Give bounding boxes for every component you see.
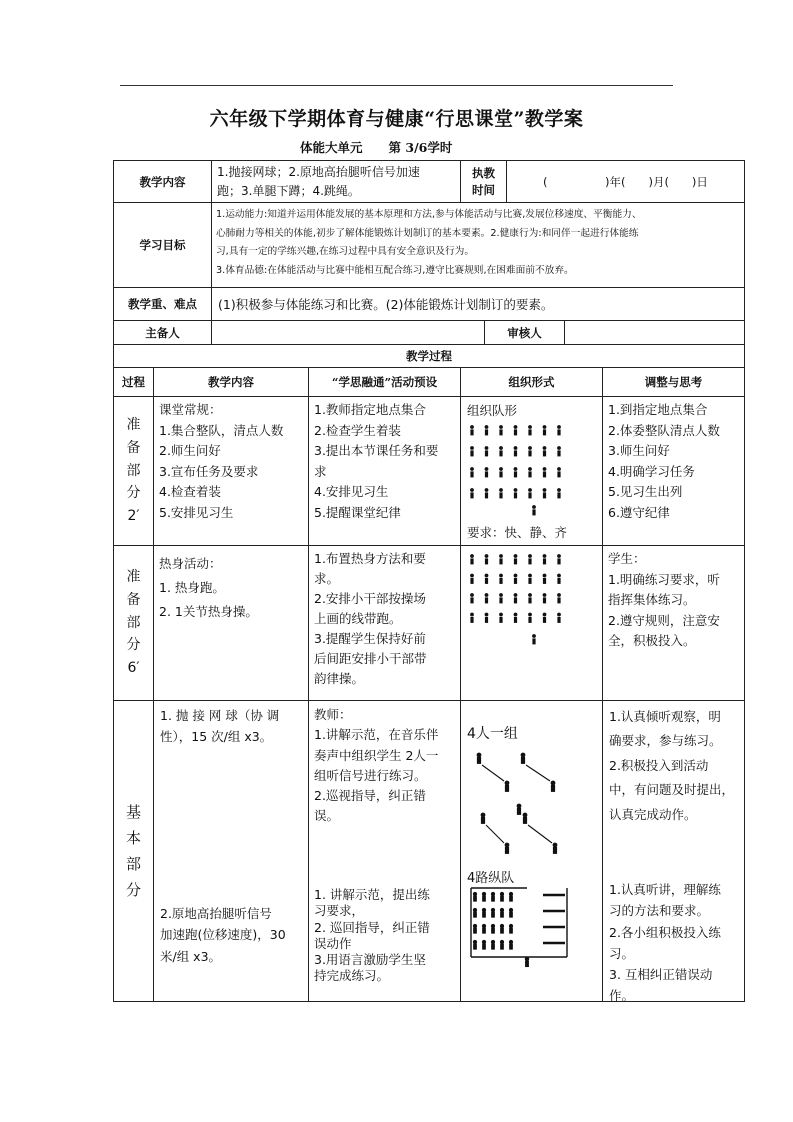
student-figure-icon <box>499 593 503 597</box>
stage-basic: 基 本 部 分 <box>113 700 154 1002</box>
header-organization: 组织形式 <box>460 367 603 397</box>
student-figure-icon <box>509 892 512 895</box>
student-figure-icon <box>470 492 473 498</box>
student-figure-icon <box>528 425 532 429</box>
student-figure-icon <box>557 593 561 597</box>
preparer-label-cell: 主备人 <box>113 320 212 345</box>
student-figure-icon <box>557 554 561 558</box>
group-of-four-label: 4人一组 <box>467 726 518 742</box>
unit-label: 体能大单元 <box>300 140 363 155</box>
student-figure-icon <box>528 558 531 564</box>
student-figure-icon <box>528 488 532 492</box>
student-figure-icon <box>525 957 528 960</box>
student-figure-icon <box>514 597 517 603</box>
student-figure-icon <box>543 578 546 584</box>
key-cell: (1)积极参与体能练习和比赛。(2)体能锻炼计划制订的要素。 <box>211 287 745 321</box>
student-figure-icon <box>492 896 495 901</box>
student-figure-icon <box>514 429 517 435</box>
student-figure-icon <box>543 617 546 623</box>
student-figure-icon <box>499 425 503 429</box>
student-figure-icon <box>485 597 488 603</box>
student-figure-icon <box>485 492 488 498</box>
student-figure-icon <box>509 940 512 943</box>
student-figure-icon <box>543 467 547 471</box>
row2-organization <box>460 545 603 701</box>
student-figure-icon <box>470 613 474 617</box>
student-figure-icon <box>473 908 476 911</box>
row1-content: 课堂常规： 1.集合整队，清点人数 2.师生问好 3.宣布任务及要求 4.检查着装 5.安排见习生 <box>153 396 309 546</box>
student-figure-icon <box>499 429 502 435</box>
page-subtitle <box>300 138 452 156</box>
student-figure-icon <box>505 781 509 785</box>
student-figure-icon <box>543 593 547 597</box>
student-figure-icon <box>481 813 485 817</box>
student-figure-icon <box>557 467 561 471</box>
student-figure-icon <box>499 578 502 584</box>
period-label: 第 3/6学时 <box>388 140 453 155</box>
student-figure-icon <box>482 908 485 911</box>
student-figure-icon <box>485 558 488 564</box>
student-figure-icon <box>501 896 504 901</box>
student-figure-icon <box>514 578 517 584</box>
student-figure-icon <box>474 912 477 917</box>
diagram-line <box>528 825 552 843</box>
student-figure-icon <box>470 471 473 477</box>
student-figure-icon <box>523 817 526 823</box>
student-figure-icon <box>528 613 532 617</box>
student-figure-icon <box>521 757 524 763</box>
student-figure-icon <box>514 554 518 558</box>
four-columns-label: 4路纵队 <box>467 871 515 886</box>
student-figure-icon <box>470 450 473 456</box>
student-figure-icon <box>499 492 502 498</box>
student-figure-icon <box>514 425 518 429</box>
student-figure-icon <box>543 488 547 492</box>
student-figure-icon <box>551 785 554 791</box>
student-figure-icon <box>499 613 503 617</box>
content-label-cell: 教学内容 <box>113 160 212 203</box>
student-figure-icon <box>543 471 546 477</box>
student-figure-icon <box>514 467 518 471</box>
student-figure-icon <box>485 429 488 435</box>
student-figure-icon <box>528 597 531 603</box>
student-figure-icon <box>528 450 531 456</box>
student-figure-icon <box>557 597 560 603</box>
student-figure-icon <box>470 597 473 603</box>
student-figure-icon <box>483 944 486 949</box>
student-figure-icon <box>474 896 477 901</box>
student-figure-icon <box>505 785 508 791</box>
student-figure-icon <box>485 446 489 450</box>
student-figure-icon <box>474 944 477 949</box>
student-figure-icon <box>514 488 518 492</box>
student-figure-icon <box>501 928 504 933</box>
student-figure-icon <box>485 471 488 477</box>
preparer-cell[interactable] <box>211 320 485 345</box>
student-figure-icon <box>500 908 503 911</box>
student-figure-icon <box>470 593 474 597</box>
student-figure-icon <box>483 896 486 901</box>
date-cell <box>506 160 745 203</box>
student-figure-icon <box>543 446 547 450</box>
student-figure-icon <box>505 843 509 847</box>
formation-diagram-2 <box>461 546 603 701</box>
student-figure-icon <box>528 593 532 597</box>
student-figure-icon <box>499 467 503 471</box>
stage-prep-2: 准 备 部 分 6′ <box>113 545 154 701</box>
student-figure-icon <box>514 446 518 450</box>
student-figure-icon <box>470 574 474 578</box>
student-figure-icon <box>517 808 520 814</box>
formation-diagram-3 <box>461 701 603 1002</box>
student-figure-icon <box>557 617 560 623</box>
student-figure-icon <box>543 574 547 578</box>
diagram-line <box>482 765 504 781</box>
row1-adjust: 1.到指定地点集合 2.体委整队清点人数 3.师生问好 4.明确学习任务 5.见习生出列 6.遵守纪律 <box>602 396 745 546</box>
header-stage: 过程 <box>113 367 154 397</box>
student-figure-icon <box>485 613 489 617</box>
student-figure-icon <box>500 940 503 943</box>
student-figure-icon <box>557 429 560 435</box>
row2-activity: 1.布置热身方法和要 求。 2.安排小干部按操场 上画的线带跑。 3.提醒学生保持好前 后间距安排小干部带 韵律操。 <box>308 545 461 701</box>
student-figure-icon <box>473 892 476 895</box>
student-figure-icon <box>470 446 474 450</box>
student-figure-icon <box>510 928 513 933</box>
student-figure-icon <box>470 558 473 564</box>
student-figure-icon <box>481 817 484 823</box>
key-label-cell: 教学重、难点 <box>113 287 212 321</box>
student-figure-icon <box>510 944 513 949</box>
content-cell: 1.抛接网球；2.原地高抬腿听信号加速 跑；3.单腿下蹲；4.跳绳。 <box>211 160 461 203</box>
student-figure-icon <box>528 554 532 558</box>
header-adjust: 调整与思考 <box>602 367 745 397</box>
student-figure-icon <box>499 488 503 492</box>
student-figure-icon <box>491 892 494 895</box>
student-figure-icon <box>501 944 504 949</box>
student-figure-icon <box>557 450 560 456</box>
stage-prep-1: 准 备 部 分 2′ <box>113 396 154 546</box>
student-figure-icon <box>500 924 503 927</box>
reviewer-label-cell: 审核人 <box>484 320 565 345</box>
student-figure-icon <box>483 928 486 933</box>
goals-cell: 1.运动能力:知道并运用体能发展的基本原理和方法,参与体能活动与比赛,发展位移速度、平衡能力、 心肺耐力等相关的体能,初步了解体能锻炼计划制订的基本要素。2.健康行为:和同伴一起进行体能练 习,具有一定的学练兴趣,在练习过程中具有安全意识及行为。 3.体育品德:在体能活动与比赛中能相互配合练习,遵守比赛规则,在困难面前不放弃。 <box>211 202 745 288</box>
diagram-line <box>526 765 550 781</box>
student-figure-icon <box>543 450 546 456</box>
time-label-cell: 执教 时间 <box>460 160 507 203</box>
row3-content: 1. 抛 接 网 球（协 调 性），15 次/组 x3。 2.原地高抬腿听信号 加速跑(位移速度)，30 米/组 x3。 <box>153 700 309 1002</box>
student-figure-icon <box>514 492 517 498</box>
page-title: 六年级下学期体育与健康“行思课堂”教学案 <box>209 108 584 130</box>
student-figure-icon <box>557 471 560 477</box>
student-figure-icon <box>526 961 529 966</box>
student-figure-icon <box>470 578 473 584</box>
student-figure-icon <box>473 940 476 943</box>
row1-organization <box>460 396 603 546</box>
student-figure-icon <box>557 425 561 429</box>
student-figure-icon <box>485 578 488 584</box>
student-figure-icon <box>557 578 560 584</box>
student-figure-icon <box>553 847 556 853</box>
row2-adjust: 学生： 1.明确练习要求，听 指挥集体练习。 2.遵守规则，注意安 全，积极投入。 <box>602 545 745 701</box>
student-figure-icon <box>528 471 531 477</box>
header-activity: “学思融通”活动预设 <box>308 367 461 397</box>
student-figure-icon <box>491 940 494 943</box>
student-figure-icon <box>514 574 518 578</box>
student-figure-icon <box>532 638 535 644</box>
org-requirement: 要求：快、静、齐 <box>467 525 568 540</box>
student-figure-icon <box>514 450 517 456</box>
student-figure-icon <box>543 597 546 603</box>
student-figure-icon <box>499 554 503 558</box>
student-figure-icon <box>532 505 536 509</box>
row3-organization <box>460 700 603 1002</box>
student-figure-icon <box>532 634 536 638</box>
student-figure-icon <box>543 429 546 435</box>
student-figure-icon <box>553 843 557 847</box>
student-figure-icon <box>485 593 489 597</box>
student-figure-icon <box>499 574 503 578</box>
student-figure-icon <box>505 847 508 853</box>
student-figure-icon <box>514 617 517 623</box>
student-figure-icon <box>510 896 513 901</box>
student-figure-icon <box>543 558 546 564</box>
student-figure-icon <box>499 597 502 603</box>
date-text: ( )年( )月( )日 <box>543 174 708 189</box>
student-figure-icon <box>485 450 488 456</box>
student-figure-icon <box>477 757 480 763</box>
top-rule <box>120 85 673 86</box>
row3-activity: 教师： 1.讲解示范，在音乐伴 奏声中组织学生 2人一 组听信号进行练习。 2.巡视指导，纠正错 误。 1. 讲解示范，提出练 习要求， 2. 巡回指导，纠正错 误动作 3.用语言激励学生坚 持完成练习。 <box>308 700 461 1002</box>
student-figure-icon <box>474 928 477 933</box>
student-figure-icon <box>528 578 531 584</box>
student-figure-icon <box>557 613 561 617</box>
student-figure-icon <box>491 924 494 927</box>
process-title-cell: 教学过程 <box>113 344 745 368</box>
student-figure-icon <box>557 574 561 578</box>
student-figure-icon <box>499 446 503 450</box>
student-figure-icon <box>517 804 521 808</box>
student-figure-icon <box>532 509 535 515</box>
student-figure-icon <box>543 554 547 558</box>
student-figure-icon <box>485 425 489 429</box>
student-figure-icon <box>514 558 517 564</box>
student-figure-icon <box>514 613 518 617</box>
student-figure-icon <box>499 450 502 456</box>
student-figure-icon <box>521 753 525 757</box>
student-figure-icon <box>485 617 488 623</box>
student-figure-icon <box>523 813 527 817</box>
student-figure-icon <box>500 892 503 895</box>
student-figure-icon <box>528 492 531 498</box>
row2-content: 热身活动： 1. 热身跑。 2. 1关节热身操。 <box>153 545 309 701</box>
student-figure-icon <box>473 924 476 927</box>
student-figure-icon <box>509 908 512 911</box>
student-figure-icon <box>528 446 532 450</box>
student-figure-icon <box>528 429 531 435</box>
org-formation-title: 组织队形 <box>467 403 518 418</box>
student-figure-icon <box>470 429 473 435</box>
student-figure-icon <box>482 924 485 927</box>
student-figure-icon <box>557 492 560 498</box>
student-figure-icon <box>557 488 561 492</box>
student-figure-icon <box>528 467 532 471</box>
student-figure-icon <box>470 425 474 429</box>
student-figure-icon <box>492 912 495 917</box>
student-figure-icon <box>482 892 485 895</box>
student-figure-icon <box>470 467 474 471</box>
student-figure-icon <box>483 912 486 917</box>
student-figure-icon <box>485 554 489 558</box>
header-content: 教学内容 <box>153 367 309 397</box>
student-figure-icon <box>543 425 547 429</box>
student-figure-icon <box>470 554 474 558</box>
student-figure-icon <box>499 471 502 477</box>
student-figure-icon <box>528 617 531 623</box>
student-figure-icon <box>485 488 489 492</box>
student-figure-icon <box>551 781 555 785</box>
student-figure-icon <box>492 944 495 949</box>
student-figure-icon <box>514 471 517 477</box>
student-figure-icon <box>482 940 485 943</box>
student-figure-icon <box>509 924 512 927</box>
student-figure-icon <box>477 753 481 757</box>
row3-adjust: 1.认真倾听观察，明 确要求，参与练习。 2.积极投入到活动 中，有问题及时提出， 认真完成动作。 1.认真听讲，理解练 习的方法和要求。 2.各小组积极投入练 习。 3. 互相纠正错误动 作。 <box>602 700 745 1002</box>
student-figure-icon <box>514 593 518 597</box>
student-figure-icon <box>543 492 546 498</box>
student-figure-icon <box>499 558 502 564</box>
student-figure-icon <box>557 558 560 564</box>
student-figure-icon <box>485 574 489 578</box>
goals-label-cell: 学习目标 <box>113 202 212 288</box>
student-figure-icon <box>470 617 473 623</box>
student-figure-icon <box>470 488 474 492</box>
student-figure-icon <box>491 908 494 911</box>
student-figure-icon <box>492 928 495 933</box>
student-figure-icon <box>501 912 504 917</box>
student-figure-icon <box>485 467 489 471</box>
row1-activity: 1.教师指定地点集合 2.检查学生着装 3.提出本节课任务和要 求 4.安排见习生 5.提醒课堂纪律 <box>308 396 461 546</box>
student-figure-icon <box>528 574 532 578</box>
student-figure-icon <box>557 446 561 450</box>
student-figure-icon <box>510 912 513 917</box>
reviewer-cell[interactable] <box>564 320 745 345</box>
student-figure-icon <box>499 617 502 623</box>
student-figure-icon <box>543 613 547 617</box>
diagram-line <box>486 825 504 843</box>
